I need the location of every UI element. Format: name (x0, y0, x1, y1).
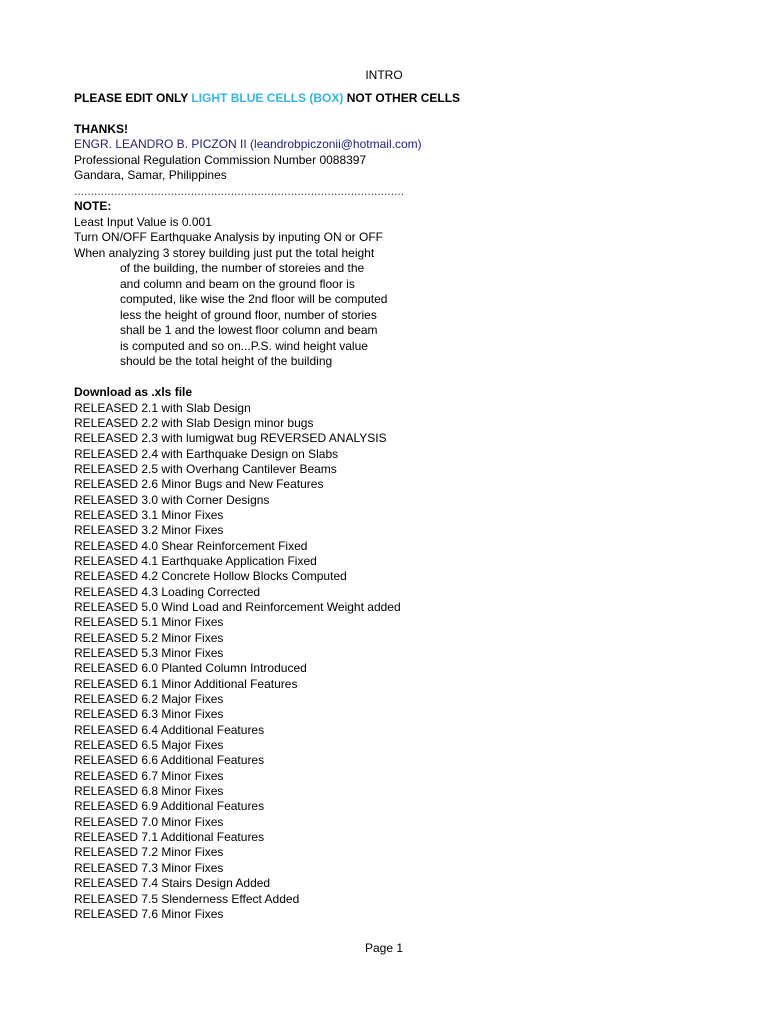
release-entry: RELEASED 6.0 Planted Column Introduced (74, 661, 307, 676)
author-name: ENGR. LEANDRO B. PICZON II (leandrobpiczonii@hotmail.com) (74, 137, 422, 151)
release-entry: RELEASED 7.6 Minor Fixes (74, 906, 224, 921)
release-entry: RELEASED 2.2 with Slab Design minor bugs (74, 415, 314, 430)
note-line: Turn ON/OFF Earthquake Analysis by inputing ON or OFF (74, 230, 383, 244)
note-indented-line: computed, like wise the 2nd floor will be computed (120, 292, 388, 306)
spacer (74, 107, 714, 123)
release-entry: RELEASED 7.2 Minor Fixes (74, 845, 224, 860)
spacer (74, 370, 714, 386)
release-entry: RELEASED 6.1 Minor Additional Features (74, 676, 298, 691)
release-entry: RELEASED 7.0 Minor Fixes (74, 814, 224, 829)
release-entry: RELEASED 4.1 Earthquake Application Fixed (74, 553, 317, 568)
release-entry: RELEASED 7.3 Minor Fixes (74, 860, 224, 875)
thanks-heading: THANKS! (74, 121, 128, 136)
release-entry: RELEASED 4.2 Concrete Hollow Blocks Computed (74, 569, 347, 584)
release-entry: RELEASED 6.5 Major Fixes (74, 738, 224, 753)
warning-prefix: PLEASE EDIT ONLY (74, 91, 192, 105)
release-entry: RELEASED 2.5 with Overhang Cantilever Beams (74, 461, 337, 476)
release-entry: RELEASED 2.1 with Slab Design (74, 400, 251, 415)
release-entry: RELEASED 4.3 Loading Corrected (74, 584, 261, 599)
release-entry: RELEASED 4.0 Shear Reinforcement Fixed (74, 538, 308, 553)
release-entry: RELEASED 2.4 with Earthquake Design on Slabs (74, 446, 339, 461)
note-indented-line: should be the total height of the building (120, 354, 333, 368)
note-heading: NOTE: (74, 199, 112, 213)
release-entry: RELEASED 6.3 Minor Fixes (74, 707, 224, 722)
note-indented-line: less the height of ground floor, number of stories (120, 307, 377, 322)
release-list (74, 401, 714, 923)
warning-highlight: LIGHT BLUE CELLS (BOX) (191, 91, 344, 105)
author-prc-number: Professional Regulation Commission Number 0088397 (74, 152, 367, 167)
release-entry: RELEASED 6.6 Additional Features (74, 753, 265, 768)
release-entry: RELEASED 3.2 Minor Fixes (74, 523, 224, 538)
release-entry: RELEASED 2.3 with lumigwat bug REVERSED ANALYSIS (74, 431, 387, 446)
release-entry: RELEASED 7.4 Stairs Design Added (74, 876, 271, 891)
release-entry: RELEASED 5.3 Minor Fixes (74, 646, 224, 660)
note-line: When analyzing 3 storey building just put the total height (74, 245, 375, 260)
release-entry: RELEASED 5.0 Wind Load and Reinforcement Weight added (74, 599, 401, 614)
note-indented-line: is computed and so on...P.S. wind height value (120, 338, 368, 353)
download-heading: Download as .xls file (74, 385, 193, 399)
warning-suffix: NOT OTHER CELLS (343, 91, 461, 105)
release-entry: RELEASED 3.0 with Corner Designs (74, 492, 270, 507)
note-indented-line: of the building, the number of storeies and the (120, 261, 365, 275)
note-line: Least Input Value is 0.001 (74, 214, 212, 229)
document-body (74, 91, 714, 922)
release-entry: RELEASED 6.4 Additional Features (74, 722, 265, 737)
release-entry: RELEASED 6.2 Major Fixes (74, 692, 224, 707)
release-entry: RELEASED 5.2 Minor Fixes (74, 630, 224, 645)
release-entry: RELEASED 6.9 Additional Features (74, 799, 265, 814)
release-entry: RELEASED 7.5 Slenderness Effect Added (74, 891, 300, 906)
release-entry: RELEASED 5.1 Minor Fixes (74, 615, 224, 630)
note-indented-line: shall be 1 and the lowest floor column and beam (120, 323, 378, 337)
release-entry: RELEASED 7.1 Additional Features (74, 830, 265, 845)
release-entry: RELEASED 6.7 Minor Fixes (74, 768, 224, 783)
dotted-separator: ................................................................................................... (74, 183, 405, 198)
page-number: Page 1 (364, 941, 404, 955)
release-entry: RELEASED 6.8 Minor Fixes (74, 784, 224, 799)
note-indented-line: and column and beam on the ground floor is (120, 276, 355, 291)
release-entry: RELEASED 2.6 Minor Bugs and New Features (74, 477, 324, 492)
release-entry: RELEASED 3.1 Minor Fixes (74, 507, 224, 522)
author-location: Gandara, Samar, Philippines (74, 168, 227, 182)
edit-warning (74, 91, 714, 107)
page-header-title: INTRO (365, 68, 403, 82)
